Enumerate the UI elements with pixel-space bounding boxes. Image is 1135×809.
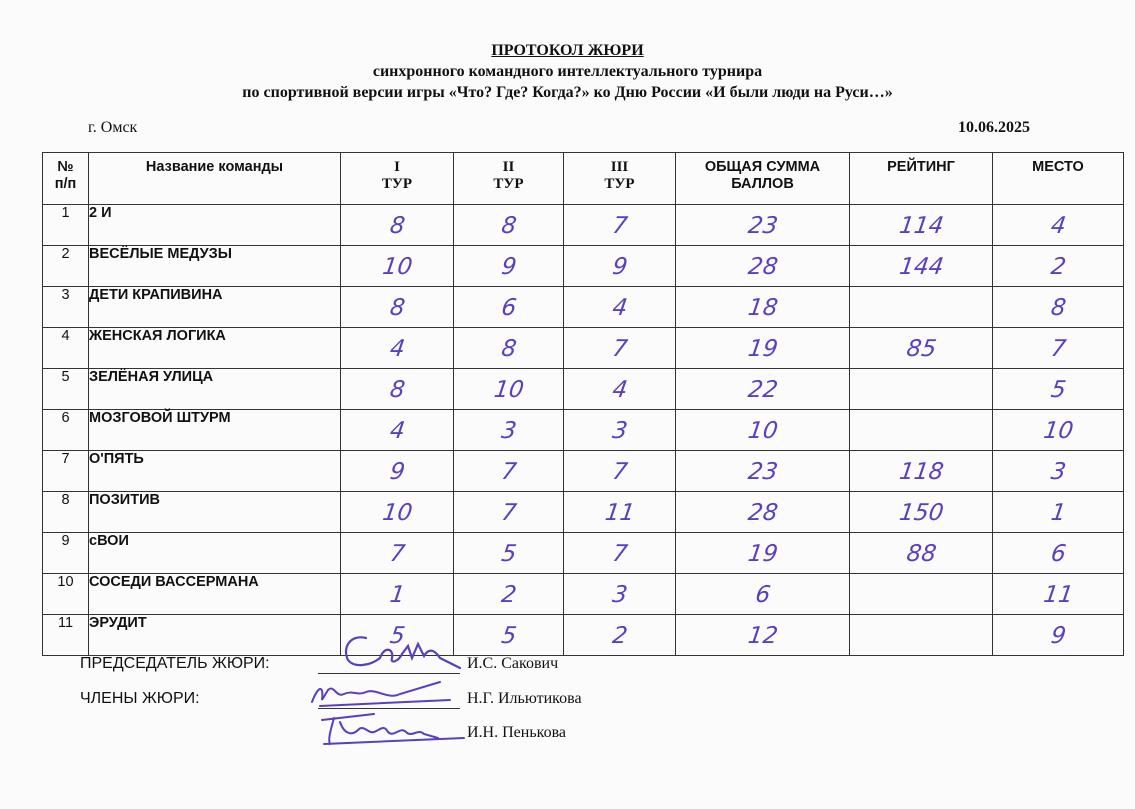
- score-tour-2: 7: [451, 451, 567, 492]
- score-tour-3: 9: [561, 246, 679, 287]
- chair-label: ПРЕДСЕДАТЕЛЬ ЖЮРИ:: [80, 655, 270, 672]
- place-value: 4: [990, 205, 1127, 246]
- score-tour-3: 11: [561, 492, 679, 533]
- row-number: 11: [43, 615, 89, 656]
- members-label: ЧЛЕНЫ ЖЮРИ:: [80, 690, 200, 707]
- score-tour-3: 7: [561, 451, 679, 492]
- team-name: МОЗГОВОЙ ШТУРМ: [89, 410, 341, 451]
- header-team: Название команды: [89, 153, 341, 205]
- score-tour-2: 6: [451, 287, 567, 328]
- score-total: 6: [673, 574, 853, 615]
- table-row: [43, 492, 1124, 533]
- score-total: 18: [673, 287, 853, 328]
- header-tour-2: II ТУР: [454, 153, 564, 205]
- score-tour-1: 8: [338, 369, 457, 410]
- score-tour-2: 8: [451, 205, 567, 246]
- score-tour-3: 7: [561, 533, 679, 574]
- rating-value: [847, 574, 996, 615]
- chair-name: И.С. Сакович: [467, 655, 559, 672]
- score-tour-2: 5: [451, 615, 567, 656]
- member2-signature: [314, 708, 474, 750]
- place-value: 6: [990, 533, 1127, 574]
- score-tour-2: 9: [451, 246, 567, 287]
- rating-value: 150: [847, 492, 996, 533]
- score-total: 23: [673, 205, 853, 246]
- score-tour-2: 2: [451, 574, 567, 615]
- date-label: 10.06.2025: [958, 119, 1030, 136]
- score-tour-1: 4: [338, 328, 457, 369]
- chair-signature: [336, 628, 466, 678]
- score-tour-1: 1: [338, 574, 457, 615]
- row-number: 8: [43, 492, 89, 533]
- score-tour-3: 2: [561, 615, 679, 656]
- score-tour-1: 7: [338, 533, 457, 574]
- score-tour-1: 5: [338, 615, 457, 656]
- place-value: 10: [990, 410, 1127, 451]
- header-tour-1: I ТУР: [341, 153, 454, 205]
- team-name: ВЕСЁЛЫЕ МЕДУЗЫ: [89, 246, 341, 287]
- score-total: 28: [673, 492, 853, 533]
- rating-value: [847, 615, 996, 656]
- score-tour-2: 5: [451, 533, 567, 574]
- header-place: МЕСТО: [993, 153, 1124, 205]
- place-value: 2: [990, 246, 1127, 287]
- row-number: 2: [43, 246, 89, 287]
- rating-value: [847, 369, 996, 410]
- results-table: [42, 152, 1124, 656]
- row-number: 5: [43, 369, 89, 410]
- team-name: ПОЗИТИВ: [89, 492, 341, 533]
- score-tour-2: 10: [451, 369, 567, 410]
- place-value: 7: [990, 328, 1127, 369]
- place-value: 5: [990, 369, 1127, 410]
- score-tour-2: 8: [451, 328, 567, 369]
- table-row: [43, 410, 1124, 451]
- table-row: [43, 574, 1124, 615]
- table-row: [43, 451, 1124, 492]
- team-name: ЖЕНСКАЯ ЛОГИКА: [89, 328, 341, 369]
- place-value: 8: [990, 287, 1127, 328]
- header-rating: РЕЙТИНГ: [850, 153, 993, 205]
- document-header: [0, 40, 1135, 103]
- rating-value: 88: [847, 533, 996, 574]
- table-header-row: [43, 153, 1124, 205]
- header-num: № п/п: [43, 153, 89, 205]
- place-value: 1: [990, 492, 1127, 533]
- score-tour-3: 4: [561, 369, 679, 410]
- score-total: 23: [673, 451, 853, 492]
- score-tour-1: 8: [338, 287, 457, 328]
- score-tour-1: 10: [338, 492, 457, 533]
- row-number: 7: [43, 451, 89, 492]
- row-number: 9: [43, 533, 89, 574]
- rating-value: 118: [847, 451, 996, 492]
- header-total: ОБЩАЯ СУММА БАЛЛОВ: [676, 153, 850, 205]
- score-tour-1: 10: [338, 246, 457, 287]
- member2-name: И.Н. Пенькова: [467, 724, 567, 741]
- document-subtitle-1: синхронного командного интеллектуального турнира: [372, 63, 763, 80]
- score-total: 28: [673, 246, 853, 287]
- team-name: сВОИ: [89, 533, 341, 574]
- table-row: [43, 533, 1124, 574]
- table-row: [43, 246, 1124, 287]
- score-tour-1: 4: [338, 410, 457, 451]
- document-subtitle-2: по спортивной версии игры «Что? Где? Когда?» ко Дню России «И были люди на Руси…»: [242, 84, 893, 101]
- score-tour-2: 7: [451, 492, 567, 533]
- table-row: [43, 205, 1124, 246]
- row-number: 4: [43, 328, 89, 369]
- score-tour-3: 7: [561, 205, 679, 246]
- place-value: 3: [990, 451, 1127, 492]
- row-number: 10: [43, 574, 89, 615]
- table-row: [43, 369, 1124, 410]
- header-tour-3: III ТУР: [564, 153, 676, 205]
- score-tour-3: 4: [561, 287, 679, 328]
- team-name: ДЕТИ КРАПИВИНА: [89, 287, 341, 328]
- member1-name: Н.Г. Ильютикова: [467, 690, 582, 707]
- team-name: ЗЕЛЁНАЯ УЛИЦА: [89, 369, 341, 410]
- table-row: [43, 328, 1124, 369]
- team-name: О'ПЯТЬ: [89, 451, 341, 492]
- score-tour-2: 3: [451, 410, 567, 451]
- row-number: 3: [43, 287, 89, 328]
- table-row: [43, 287, 1124, 328]
- score-tour-3: 3: [561, 574, 679, 615]
- score-tour-3: 3: [561, 410, 679, 451]
- team-name: 2 И: [89, 205, 341, 246]
- team-name: ЭРУДИТ: [89, 615, 341, 656]
- rating-value: 144: [847, 246, 996, 287]
- rating-value: [847, 410, 996, 451]
- place-value: 9: [990, 615, 1127, 656]
- rating-value: [847, 287, 996, 328]
- team-name: СОСЕДИ ВАССЕРМАНА: [89, 574, 341, 615]
- row-number: 1: [43, 205, 89, 246]
- score-total: 22: [673, 369, 853, 410]
- score-tour-1: 8: [338, 205, 457, 246]
- score-tour-1: 9: [338, 451, 457, 492]
- city-label: г. Омск: [88, 119, 138, 136]
- score-tour-3: 7: [561, 328, 679, 369]
- table-row: [43, 615, 1124, 656]
- score-total: 10: [673, 410, 853, 451]
- score-total: 12: [673, 615, 853, 656]
- score-total: 19: [673, 533, 853, 574]
- rating-value: 114: [847, 205, 996, 246]
- rating-value: 85: [847, 328, 996, 369]
- score-total: 19: [673, 328, 853, 369]
- place-value: 11: [990, 574, 1127, 615]
- row-number: 6: [43, 410, 89, 451]
- document-title: ПРОТОКОЛ ЖЮРИ: [491, 42, 644, 59]
